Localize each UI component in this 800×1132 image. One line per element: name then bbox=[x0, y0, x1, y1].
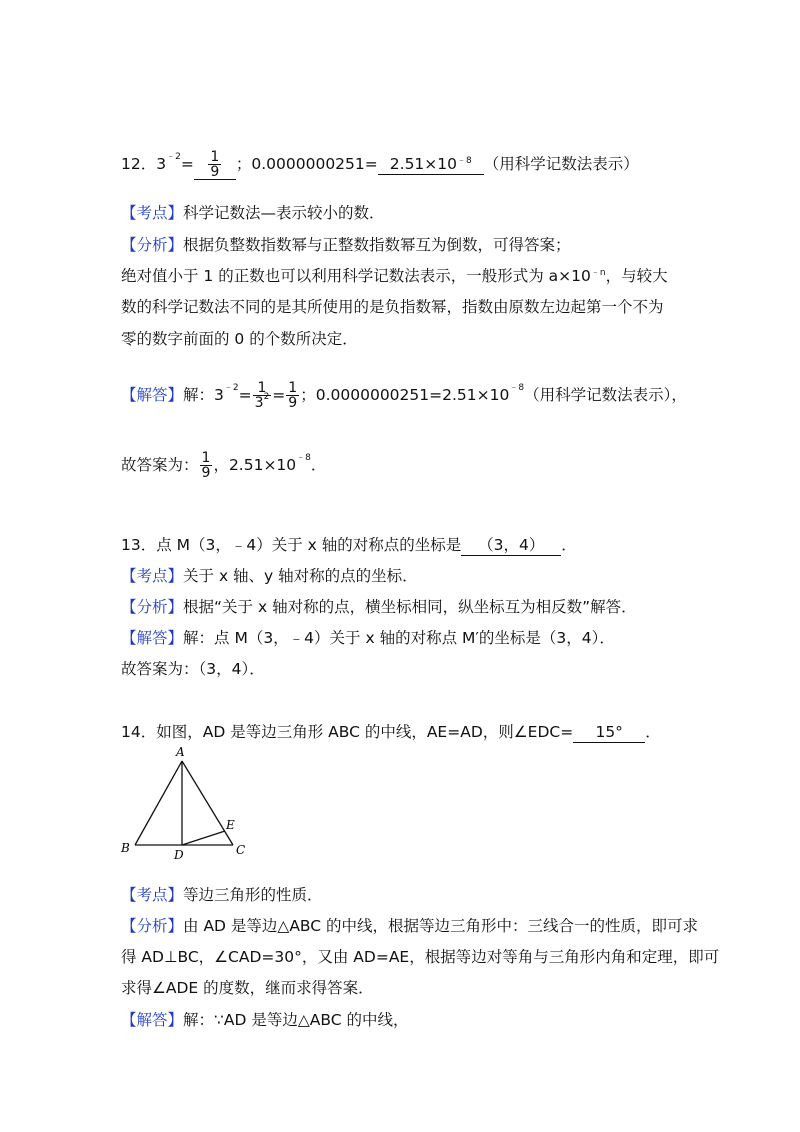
kaodian-tag: 【考点】 bbox=[121, 204, 184, 222]
label-e: E bbox=[226, 818, 235, 832]
fenxi-tag: 【分析】 bbox=[121, 236, 184, 254]
q13-answer-blank: （3，4） bbox=[461, 535, 561, 556]
q14-fenxi-line-1: 【分析】由 AD 是等边△ABC 的中线，根据等边三角形中：三线合一的性质，即可求 bbox=[121, 917, 699, 935]
fraction-one-ninth: $\frac{1}{9}$ bbox=[201, 450, 211, 481]
label-a: A bbox=[176, 745, 185, 759]
q13-kaodian: 【考点】关于 x 轴、y 轴对称的点的坐标． bbox=[121, 567, 418, 585]
q12-answer-blank-1 bbox=[194, 150, 236, 180]
q12-fenxi-line-1: 【分析】根据负整数指数幂与正整数指数幂互为倒数，可得答案； bbox=[121, 236, 571, 254]
q12-question: 12．$3^{﹣2}=$ $\frac{1}{9}$ ；$0.0000000251= 2.51\times 10^{﹣8}$ （用科学记数法表示） bbox=[121, 149, 639, 180]
q13-question: 13．点 M（3，﹣4）关于 x 轴的对称点的坐标是 （3，4） ． bbox=[121, 536, 577, 554]
q14-question: 14．如图，AD 是等边三角形 ABC 的中线，AE=AD，则∠EDC= 15° ． bbox=[121, 723, 661, 741]
label-b: B bbox=[121, 841, 130, 855]
q12-kaodian: 【考点】科学记数法—表示较小的数． bbox=[121, 204, 385, 222]
label-d: D bbox=[174, 848, 184, 862]
q12-answer-blank-2: $2.51\times 10^{﹣8}$ bbox=[378, 154, 484, 175]
fraction-one-over-three-squared: $\frac{1}{3^2}$ bbox=[254, 380, 270, 411]
q14-kaodian: 【考点】等边三角形的性质． bbox=[121, 886, 323, 904]
kaodian-tag: 【考点】 bbox=[121, 567, 184, 585]
q13-final-answer: 故答案为：（3，4）． bbox=[121, 660, 265, 678]
q14-fenxi-line-3: 求得∠ADE 的度数，继而求得答案． bbox=[121, 979, 374, 997]
fenxi-tag: 【分析】 bbox=[121, 598, 184, 616]
q12-fenxi-line-2: 绝对值小于 1 的正数也可以利用科学记数法表示，一般形式为 $a\times 10^{﹣n}$，与较大 bbox=[121, 267, 668, 285]
fenxi-tag: 【分析】 bbox=[121, 917, 184, 935]
q14-answer-blank: 15° bbox=[573, 722, 645, 743]
jieda-tag: 【解答】 bbox=[121, 386, 184, 404]
q12-final-answer: 故答案为： $\frac{1}{9}$ ，$2.51\times 10^{﹣8}$． bbox=[121, 450, 327, 481]
jieda-tag: 【解答】 bbox=[121, 629, 184, 647]
label-c: C bbox=[236, 843, 246, 857]
q12-fenxi-line-3: 数的科学记数法不同的是其所使用的是负指数幂，指数由原数左边起第一个不为 bbox=[121, 298, 664, 316]
triangle-figure bbox=[115, 742, 255, 862]
q14-fenxi-line-2: 得 AD⊥BC，∠CAD=30°，又由 AD=AE，根据等边对等角与三角形内角和定理，即可 bbox=[121, 948, 720, 966]
side-ab bbox=[135, 761, 182, 845]
kaodian-tag: 【考点】 bbox=[121, 886, 184, 904]
q12-fenxi-line-4: 零的数字前面的 0 的个数所决定． bbox=[121, 330, 358, 348]
side-ac bbox=[182, 761, 233, 845]
fraction-one-ninth: $\frac{1}{9}$ bbox=[210, 149, 220, 180]
q13-fenxi: 【分析】根据“关于 x 轴对称的点，横坐标相同，纵坐标互为相反数”解答． bbox=[121, 598, 637, 616]
jieda-tag: 【解答】 bbox=[121, 1011, 184, 1029]
fraction-one-ninth: $\frac{1}{9}$ bbox=[288, 380, 298, 411]
q13-jieda: 【解答】解：点 M（3，﹣4）关于 x 轴的对称点 M′的坐标是（3，4）． bbox=[121, 629, 615, 647]
segment-de bbox=[182, 831, 225, 845]
q14-jieda: 【解答】解：∵AD 是等边△ABC 的中线， bbox=[121, 1011, 409, 1029]
q12-jieda: 【解答】解：$3^{﹣2}=$ $\frac{1}{3^2}$ = $\frac{1}{9}$ ；$0.0000000251=2.51\times 10^{﹣8}$（用科学记数法表示）， bbox=[121, 380, 687, 411]
